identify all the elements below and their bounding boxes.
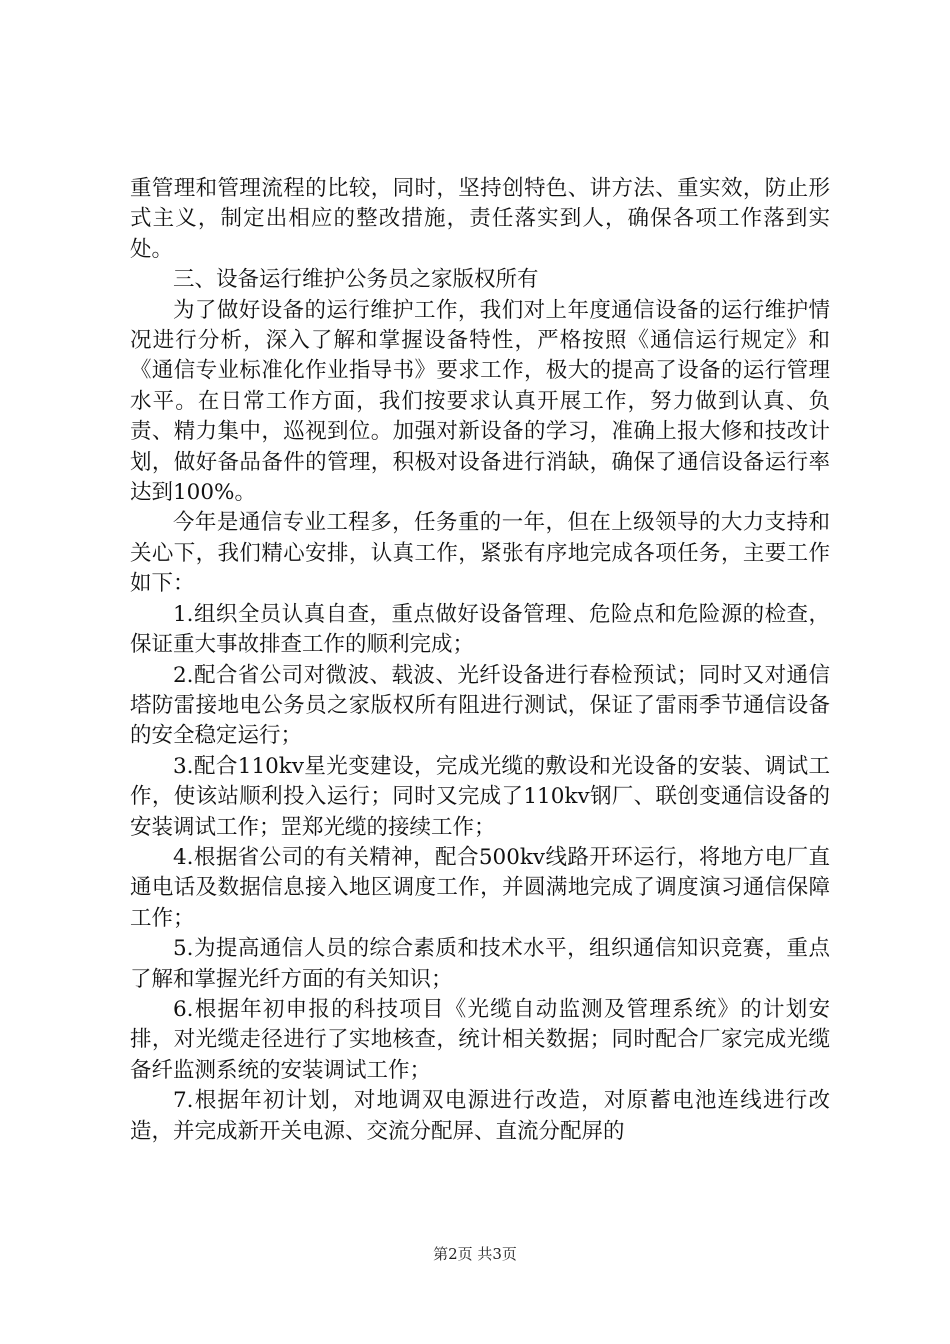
paragraph-1: 重管理和管理流程的比较，同时，坚持创特色、讲方法、重实效，防止形式主义，制定出相应的整改措施，责任落实到人，确保各项工作落到实处。 <box>130 176 830 262</box>
list-item-5: 5.为提高通信人员的综合素质和技术水平，组织通信知识竞赛，重点了解和掌握光纤方面的有关知识； <box>130 936 830 992</box>
list-item-2: 2.配合省公司对微波、载波、光纤设备进行春检预试；同时又对通信塔防雷接地电公务员之家版权所有阻进行测试，保证了雷雨季节通信设备的安全稳定运行； <box>130 662 830 749</box>
list-item-1: 1.组织全员认真自查，重点做好设备管理、危险点和危险源的检查，保证重大事故排查工作的顺利完成； <box>130 601 830 658</box>
section-heading: 三、设备运行维护公务员之家版权所有 <box>173 267 539 293</box>
paragraph-3: 为了做好设备的运行维护工作，我们对上年度通信设备的运行维护情况进行分析，深入了解和掌握设备特性，严格按照《通信运行规定》和《通信专业标准化作业指导书》要求工作，极大的提高了设备的运行管理水平。在日常工作方面，我们按要求认真开展工作，努力做到认真、负责、精力集中，巡视到位。加强对新设备的学习，准确上报大修和技改计划，做好备品备件的管理，积极对设备进行消缺，确保了通信设备运行率达到100%。 <box>130 297 830 506</box>
list-item-4: 4.根据省公司的有关精神，配合500kv线路开环运行，将地方电厂直通电话及数据信息接入地区调度工作，并圆满地完成了调度演习通信保障工作； <box>130 844 830 931</box>
paragraph-4: 今年是通信专业工程多，任务重的一年，但在上级领导的大力支持和关心下，我们精心安排，认真工作，紧张有序地完成各项任务，主要工作如下： <box>130 510 830 597</box>
list-item-7: 7.根据年初计划，对地调双电源进行改造，对原蓄电池连线进行改造，并完成新开关电源、交流分配屏、直流分配屏的 <box>130 1088 830 1144</box>
list-item-3: 3.配合110kv星光变建设，完成光缆的敷设和光设备的安装、调试工作，使该站顺利投入运行；同时又完成了110kv钢厂、联创变通信设备的安装调试工作；罡郑光缆的接续工作； <box>130 753 830 840</box>
list-item-6: 6.根据年初申报的科技项目《光缆自动监测及管理系统》的计划安排，对光缆走径进行了实地核查，统计相关数据；同时配合厂家完成光缆备纤监测系统的安装调试工作； <box>130 996 830 1083</box>
document-body <box>130 174 830 1147</box>
page-footer: 第2页 共3页 <box>433 1245 517 1263</box>
